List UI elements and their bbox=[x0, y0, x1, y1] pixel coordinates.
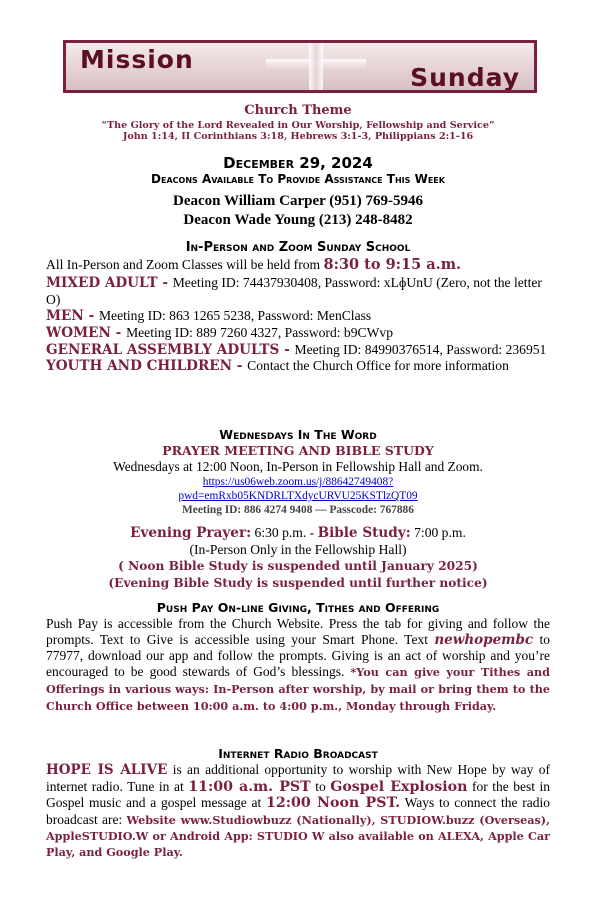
noon-suspended-note: ( Noon Bible Study is suspended until January 2025) bbox=[118, 559, 478, 573]
push-pay-section bbox=[46, 600, 550, 715]
church-theme bbox=[46, 103, 550, 142]
theme-quote: “The Glory of the Lord Revealed in Our Worship, Fellowship and Service” bbox=[101, 120, 495, 131]
radio-text-3: Ways to connect the radio broadcast are: bbox=[46, 795, 551, 827]
push-pay-body bbox=[46, 616, 550, 715]
class-mixed-adult bbox=[46, 275, 550, 308]
deacon-carper: Deacon William Carper (951) 769-5946 bbox=[173, 193, 423, 209]
banner-word-sunday: Sunday bbox=[410, 63, 520, 92]
evening-prayer-time: 6:30 p.m. - bbox=[251, 525, 318, 540]
radio-body bbox=[46, 762, 550, 860]
text-keyword: newhopembc bbox=[434, 631, 534, 648]
hope-is-alive: HOPE IS ALIVE bbox=[46, 762, 168, 779]
wednesdays-section bbox=[46, 427, 550, 517]
class-label: MEN - bbox=[46, 308, 99, 325]
class-label: YOUTH AND CHILDREN - bbox=[46, 358, 248, 375]
class-men bbox=[46, 308, 550, 325]
deacons-heading: Deacons Available To Provide Assistance This Week bbox=[151, 172, 445, 186]
radio-heading: Internet Radio Broadcast bbox=[218, 746, 378, 761]
prayer-meeting-heading: PRAYER MEETING AND BIBLE STUDY bbox=[162, 443, 434, 458]
wednesdays-heading: Wednesdays In The Word bbox=[219, 427, 377, 442]
radio-section bbox=[46, 746, 550, 861]
deacons-section bbox=[46, 154, 550, 230]
radio-time: 11:00 a.m. PST bbox=[188, 778, 311, 795]
bible-study-label: Bible Study: bbox=[317, 525, 411, 541]
zoom-meeting-id: Meeting ID: 886 4274 9408 — Passcode: 767886 bbox=[182, 504, 414, 516]
radio-text-to: to bbox=[310, 778, 331, 794]
class-text: Meeting ID: 863 1265 5238, Password: MenClass bbox=[98, 308, 372, 324]
class-label: GENERAL ASSEMBLY ADULTS - bbox=[46, 341, 295, 358]
banner-word-mission: Mission bbox=[80, 45, 194, 74]
cross-graphic-vertical bbox=[309, 43, 323, 93]
theme-heading: Church Theme bbox=[244, 103, 352, 118]
mission-sunday-banner bbox=[63, 40, 537, 93]
class-text: Contact the Church Office for more information bbox=[247, 358, 509, 374]
radio-connect-options: Website www.Studiowbuzz (Nationally), STUDIOW.buzz (Overseas), AppleSTUDIO.W or Android App: STUDIO W also available on ALEXA, Apple Car Play, and Google Play. bbox=[46, 812, 550, 860]
gospel-explosion: Gospel Explosion bbox=[330, 778, 468, 795]
evening-schedule bbox=[46, 525, 550, 542]
noon-time: 12:00 Noon PST. bbox=[265, 795, 401, 812]
class-label: WOMEN - bbox=[46, 324, 127, 341]
service-date: December 29, 2024 bbox=[223, 154, 373, 172]
push-pay-text-2: to 77977, download our app and follow the prompts. Giving is an act of worship and you’re encouraged to be good stewards of God’s blessings. bbox=[46, 631, 550, 680]
class-text: Meeting ID: 889 7260 4327, Password: b9CWvp bbox=[126, 324, 394, 340]
push-pay-text: Push Pay is accessible from the Church Website. Press the tab for giving and follow the prompts. Text to Give is accessible using your Smart Phone. Text bbox=[46, 615, 550, 647]
sunday-school-section bbox=[46, 240, 550, 375]
intro-text: All In-Person and Zoom Classes will be held from bbox=[46, 256, 324, 272]
evening-prayer-label: Evening Prayer: bbox=[130, 525, 252, 541]
bible-study-time: 7:00 p.m. bbox=[410, 525, 466, 540]
class-time: 8:30 to 9:15 a.m. bbox=[323, 255, 462, 273]
class-text: Meeting ID: 84990376514, Password: 236951 bbox=[294, 341, 547, 357]
evening-section bbox=[46, 525, 550, 591]
push-pay-heading: Push Pay On-line Giving, Tithes and Offering bbox=[156, 600, 440, 615]
evening-suspended-note: (Evening Bible Study is suspended until further notice) bbox=[108, 575, 488, 590]
sunday-school-intro bbox=[46, 257, 550, 274]
giving-options: *You can give your Tithes and Offerings in various ways: In-Person after worship, by mail or bring them to the Church Office between 10:00 a.m. to 4:00 p.m., Monday through Friday. bbox=[46, 665, 550, 713]
zoom-link-line1[interactable]: https://us06web.zoom.us/j/88642749408? bbox=[202, 476, 394, 488]
class-general-assembly bbox=[46, 342, 550, 359]
class-text: Meeting ID: 74437930408, Password: xLɸUnU (Zero, not the letter O) bbox=[46, 275, 542, 307]
in-person-note: (In-Person Only in the Fellowship Hall) bbox=[189, 541, 407, 557]
deacon-young: Deacon Wade Young (213) 248-8482 bbox=[183, 212, 413, 228]
theme-verses: John 1:14, II Corinthians 3:18, Hebrews 3:1-3, Philippians 2:1-16 bbox=[122, 131, 474, 142]
radio-text: is an additional opportunity to worship with New Hope by way of internet radio. Tune in at bbox=[46, 762, 550, 794]
class-women bbox=[46, 325, 550, 342]
class-youth bbox=[46, 358, 550, 375]
wednesday-schedule: Wednesdays at 12:00 Noon, In-Person in Fellowship Hall and Zoom. bbox=[113, 459, 483, 474]
sunday-school-heading: In-Person and Zoom Sunday School bbox=[185, 240, 411, 255]
class-label: MIXED ADULT - bbox=[46, 275, 173, 292]
radio-text-2: for the best in Gospel music and a gospel message at bbox=[46, 778, 550, 811]
zoom-link-line2[interactable]: pwd=emRxb05KNDRLTXdycURVU25KSTlzQT09 bbox=[178, 490, 418, 502]
